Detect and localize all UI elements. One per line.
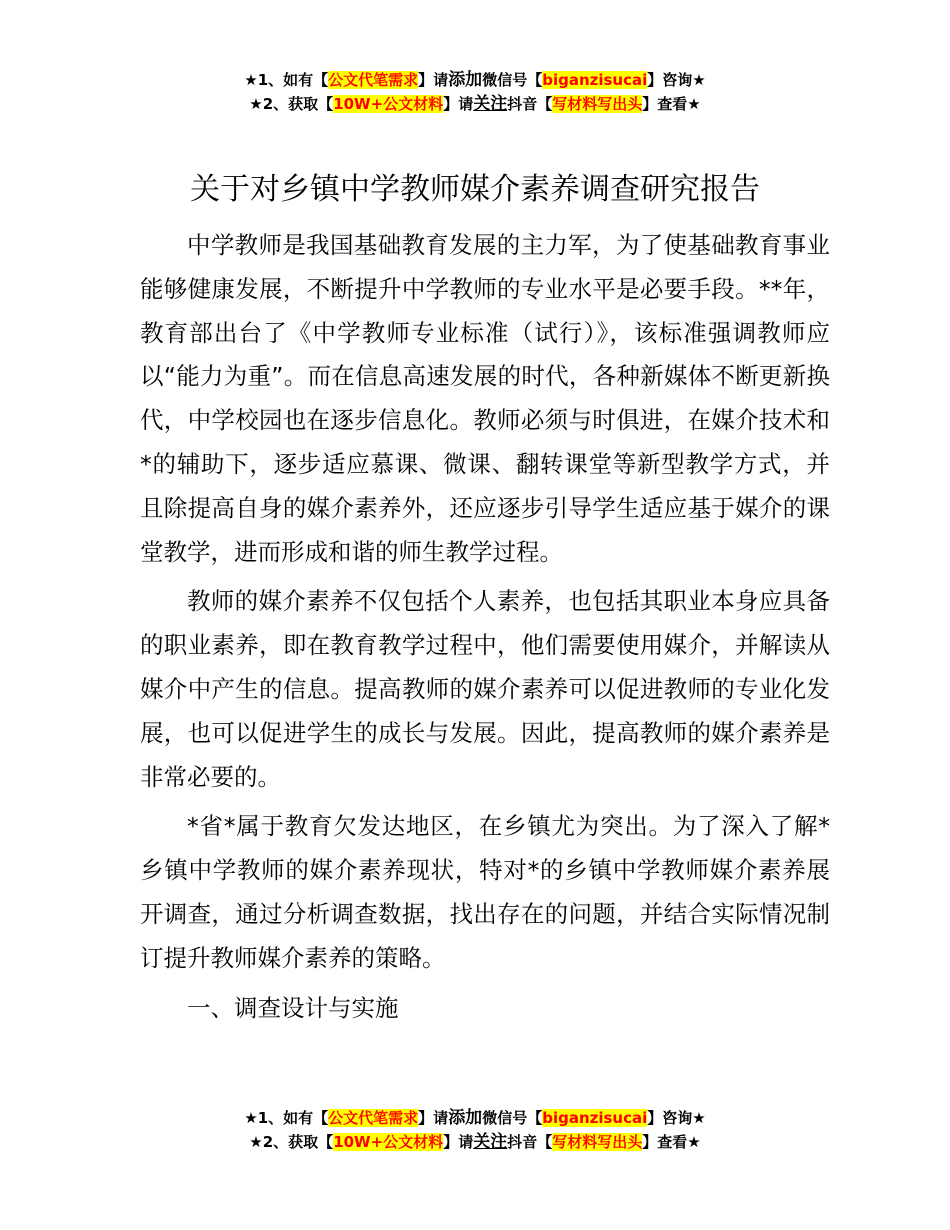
banner-text: ★1、如有【: [244, 1109, 329, 1127]
banner-text: ★2、获取【: [249, 95, 334, 113]
banner-highlight: 10W+公文材料: [333, 95, 444, 113]
paragraph-2: 教师的媒介素养不仅包括个人素养，也包括其职业本身应具备的职业素养，即在教育教学过程中，他们需要使用媒介，并解读从媒介中产生的信息。提高教师的媒介素养可以促进教师的专业化发展，也可以促进学生的成长与发展。因此，提高教师的媒介素养是非常必要的。: [140, 587, 830, 791]
header-banner: [0, 68, 950, 116]
banner-text: 微信号【: [482, 1109, 543, 1127]
paragraph-1: 中学教师是我国基础教育发展的主力军，为了使基础教育事业能够健康发展，不断提升中学教师的专业水平是必要手段。**年，教育部出台了《中学教师专业标准（试行）》，该标准强调教师应以“能力为重”。而在信息高速发展的时代，各种新媒体不断更新换代，中学校园也在逐步信息化。教师必须与时俱进，在媒介技术和*的辅助下，逐步适应慕课、微课、翻转课堂等新型教学方式，并且除提高自身的媒介素养外，还应逐步引导学生适应基于媒介的课堂教学，进而形成和谐的师生教学过程。: [140, 231, 830, 566]
banner-emphasis: 关注: [473, 94, 508, 114]
banner-highlight: biganzisucai: [542, 1109, 648, 1127]
paragraph-3: *省*属于教育欠发达地区，在乡镇尤为突出。为了深入了解*乡镇中学教师的媒介素养现状，特对*的乡镇中学教师媒介素养展开调查，通过分析调查数据，找出存在的问题，并结合实际情况制订提升教师媒介素养的策略。: [140, 812, 830, 972]
banner-emphasis: 添加: [448, 1108, 483, 1128]
banner-highlight: 写材料写出头: [552, 1133, 643, 1151]
banner-highlight: 公文代笔需求: [328, 1109, 419, 1127]
banner-emphasis: 添加: [448, 70, 483, 90]
banner-highlight: 写材料写出头: [552, 95, 643, 113]
banner-text: 抖音【: [507, 95, 553, 113]
banner-text: 】查看★: [642, 95, 701, 113]
banner-text: 抖音【: [507, 1133, 553, 1151]
banner-text: 】请: [443, 95, 474, 113]
banner-highlight: 公文代笔需求: [328, 71, 419, 89]
banner-text: 】请: [418, 1109, 449, 1127]
document-body: [140, 224, 830, 1036]
banner-line-1: [0, 68, 950, 92]
banner-line-2: [0, 92, 950, 116]
banner-text: 微信号【: [482, 71, 543, 89]
section-heading: 一、调查设计与实施: [187, 993, 399, 1022]
banner-highlight: 10W+公文材料: [333, 1133, 444, 1151]
banner-emphasis: 关注: [473, 1132, 508, 1152]
banner-highlight: biganzisucai: [542, 71, 648, 89]
banner-text: ★1、如有【: [244, 71, 329, 89]
banner-text: 】查看★: [642, 1133, 701, 1151]
footer-banner: [0, 1106, 950, 1154]
banner-line-1: [0, 1106, 950, 1130]
banner-text: 】咨询★: [647, 71, 706, 89]
banner-line-2: [0, 1130, 950, 1154]
banner-text: 】请: [443, 1133, 474, 1151]
document-title: 关于对乡镇中学教师媒介素养调查研究报告: [190, 172, 760, 207]
banner-text: 】咨询★: [647, 1109, 706, 1127]
banner-text: 】请: [418, 71, 449, 89]
banner-text: ★2、获取【: [249, 1133, 334, 1151]
